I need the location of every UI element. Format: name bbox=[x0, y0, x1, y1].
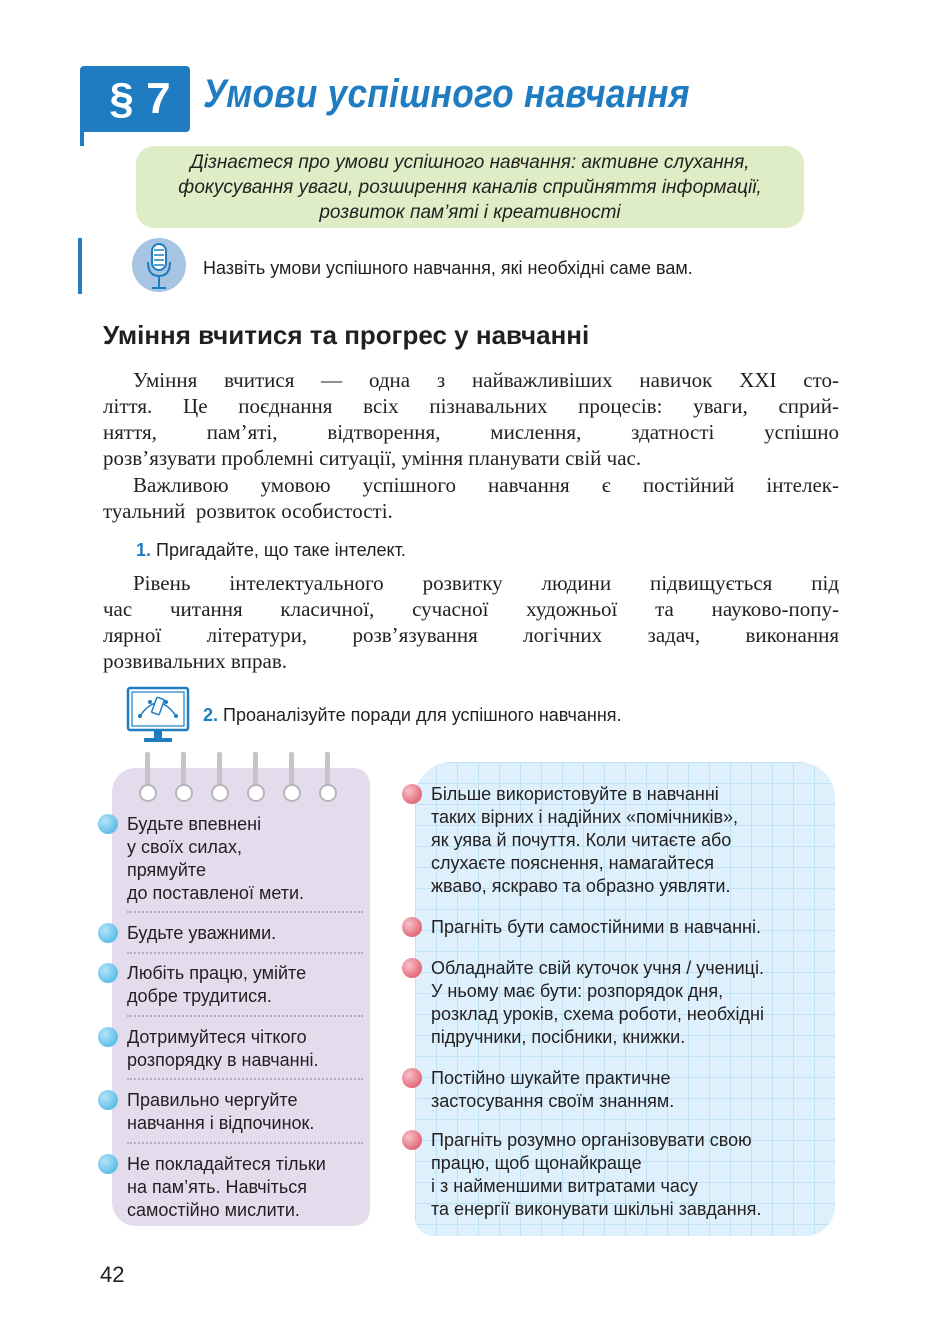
question-text: Назвіть умови успішного навчання, які необхідні саме вам. bbox=[203, 258, 693, 278]
task-text: Пригадайте, що таке інтелект. bbox=[156, 540, 406, 560]
microphone-icon bbox=[132, 238, 186, 292]
blue-bullet-icon bbox=[98, 923, 118, 943]
para-line: Важливою умовою успішного навчання є постійний інтелек- bbox=[133, 473, 839, 497]
spiral-ring bbox=[139, 784, 157, 802]
spiral-ring bbox=[175, 784, 193, 802]
pink-bullet-icon bbox=[402, 1068, 422, 1088]
left-tip-text: Не покладайтеся тільки на пам’ять. Навчіться самостійно мислити. bbox=[127, 1154, 326, 1220]
right-tip bbox=[431, 916, 831, 939]
para-line: Уміння вчитися — одна з найважливіших навичок XXI сто- bbox=[133, 368, 839, 392]
blue-bullet-icon bbox=[98, 963, 118, 983]
question-marker-bar bbox=[78, 238, 82, 294]
paragraph-3 bbox=[103, 570, 839, 674]
dotted-separator bbox=[127, 1078, 363, 1080]
dotted-separator bbox=[127, 1142, 363, 1144]
para-line: лярної літератури, розв’язування логічних задач, виконання bbox=[103, 623, 839, 647]
right-tip-text: Постійно шукайте практичне застосування своїм знанням. bbox=[431, 1068, 675, 1111]
intro-text: Дізнаєтеся про умови успішного навчання: активне слухання, фокусування уваги, розширення каналів сприйняття інформації, розвиток пам’яті і креативності bbox=[178, 151, 762, 223]
section-number-badge: § 7 bbox=[80, 66, 190, 132]
left-tip bbox=[127, 922, 367, 945]
left-tip-text: Будьте уважними. bbox=[127, 923, 277, 943]
right-tip bbox=[431, 783, 831, 898]
para-line: розвивальних вправ. bbox=[103, 649, 288, 673]
left-tip-text: Любіть працю, умійте добре трудитися. bbox=[127, 963, 307, 1006]
left-tip-text: Дотримуйтеся чіткого розпорядку в навчанні. bbox=[127, 1027, 319, 1070]
intro-box bbox=[136, 146, 804, 228]
right-tip-text: Більше використовуйте в навчанні таких вірних і надійних «помічників», як уява й почуття. Коли читаєте або слухаєте пояснення, намагайтеся жваво, яскраво та образно уявляти. bbox=[431, 784, 739, 896]
right-tip-text: Прагніть розумно організовувати свою працю, щоб щонайкраще і з найменшими витратами часу та енергії виконувати шкільні завдання. bbox=[431, 1130, 762, 1219]
spiral-ring bbox=[247, 784, 265, 802]
dotted-separator bbox=[127, 911, 363, 913]
paragraph-1 bbox=[103, 367, 839, 471]
right-tip bbox=[431, 957, 831, 1049]
right-tip-text: Прагніть бути самостійними в навчанні. bbox=[431, 917, 761, 937]
left-tip bbox=[127, 1153, 367, 1222]
blue-bullet-icon bbox=[98, 1027, 118, 1047]
dotted-separator bbox=[127, 952, 363, 954]
badge-tail bbox=[80, 128, 84, 146]
para-line: Рівень інтелектуального розвитку людини підвищується під bbox=[133, 571, 839, 595]
right-tip bbox=[431, 1067, 831, 1113]
blue-bullet-icon bbox=[98, 1090, 118, 1110]
dotted-separator bbox=[127, 1015, 363, 1017]
spiral-ring bbox=[211, 784, 229, 802]
right-tip bbox=[431, 1129, 831, 1221]
paragraph-2 bbox=[103, 472, 839, 524]
left-tip bbox=[127, 1026, 367, 1072]
section-heading: Уміння вчитися та прогрес у навчанні bbox=[103, 320, 590, 350]
pink-bullet-icon bbox=[402, 958, 422, 978]
left-tip bbox=[127, 813, 367, 905]
pink-bullet-icon bbox=[402, 917, 422, 937]
para-line: ліття. Це поєднання всіх пізнавальних процесів: уваги, сприй- bbox=[103, 394, 839, 418]
computer-monitor-icon bbox=[126, 686, 190, 748]
left-tip bbox=[127, 962, 367, 1008]
left-tip bbox=[127, 1089, 367, 1135]
spiral-ring bbox=[283, 784, 301, 802]
right-tip-text: Обладнайте свій куточок учня / учениці. У ньому має бути: розпорядок дня, розклад уроків, схема роботи, необхідні підручники, посібники, книжки. bbox=[431, 958, 764, 1047]
page-number: 42 bbox=[100, 1262, 125, 1287]
task-number: 2. bbox=[203, 705, 219, 725]
task-number: 1. bbox=[136, 540, 152, 560]
para-line: час читання класичної, сучасної художньої та науково-попу- bbox=[103, 597, 839, 621]
spiral-ring bbox=[319, 784, 337, 802]
pink-bullet-icon bbox=[402, 1130, 422, 1150]
chapter-title: Умови успішного навчання bbox=[203, 72, 690, 116]
task-1 bbox=[136, 540, 406, 561]
blue-bullet-icon bbox=[98, 814, 118, 834]
task-2 bbox=[203, 705, 622, 726]
para-line: туальний розвиток особистості. bbox=[103, 499, 393, 523]
task-text: Проаналізуйте поради для успішного навчання. bbox=[223, 705, 622, 725]
left-tip-text: Будьте впевнені у своїх силах, прямуйте до поставленої мети. bbox=[127, 814, 305, 903]
left-tip-text: Правильно чергуйте навчання і відпочинок. bbox=[127, 1090, 315, 1133]
pink-bullet-icon bbox=[402, 784, 422, 804]
para-line: няття, пам’яті, відтворення, мислення, здатності успішно bbox=[103, 420, 839, 444]
blue-bullet-icon bbox=[98, 1154, 118, 1174]
para-line: розв’язувати проблемні ситуації, уміння планувати свій час. bbox=[103, 446, 642, 470]
